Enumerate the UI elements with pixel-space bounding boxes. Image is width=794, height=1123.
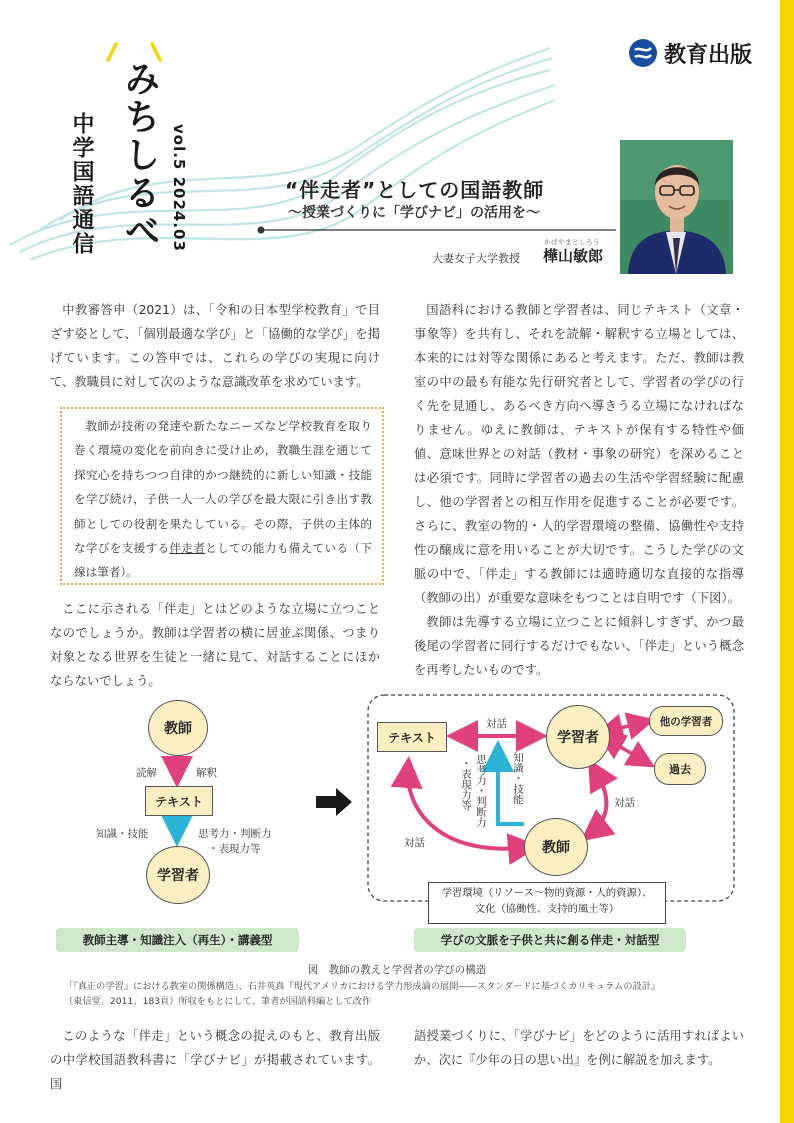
label-thinking: 思考力・判断力 [198, 828, 272, 840]
env-line-1: 学習環境（リソース〜物的資源・人的資源）、 [441, 887, 653, 899]
arrow-learner-past [612, 742, 646, 762]
author-photo [620, 140, 733, 274]
quote-main: 教師が技術の発達や新たなニーズなど学校教育を取り巻く環境の変化を前向きに受け止め，教職生涯を通じて探究心を持ちつつ自律的かつ継続的に新しい知識・技能を学び続け，子供一人一人の学びを最大限に引き出す教師としての役割を果たしている。その際，子供の主体的な学びを支援する [74, 419, 372, 556]
figure-title: 図 教師の教えと学習者の学びの構造 [307, 964, 487, 976]
node-past: 過去 [654, 753, 706, 785]
node-learner-left: 学習者 [146, 846, 210, 904]
left-para-1: 中教審答申（2021）は、「令和の日本型学校教育」で目ざす姿として、「個別最適な学び」と「協働的な学び」を掲げています。この答申では、これらの学びの実現に向けて、教職員に対して次のような意識改革を求めています。 [50, 303, 380, 389]
series-subtitle: 中学国語通信 [69, 112, 94, 256]
footer-right-text: 語授業づくりに、「学びナビ」をどのように活用すればよいか、次に『少年の日の思い出』を例に解説を加えます。 [414, 1029, 744, 1067]
left-para-2: ここに示される「伴走」とはどのような立場に立つことなのでしょうか。教師は学習者の横に居並ぶ関係、つまり対象となる世界を生徒と一緒に見て、対話することにほかならないでしょう。 [50, 602, 380, 688]
environment-box [428, 882, 666, 924]
label-knowledge: 知識・技能 [96, 828, 149, 840]
arrow-learner-teacher [590, 776, 606, 834]
env-line-2: 文化（協働性、支持的風土等） [474, 903, 620, 915]
arrow-learner-others [612, 722, 645, 730]
article-subtitle: 〜授業づくりに「学びナビ」の活用を〜 [288, 205, 540, 221]
node-text-right: テキスト [377, 722, 447, 752]
quote-text [74, 414, 372, 585]
node-other-learners: 他の学習者 [649, 706, 723, 736]
node-teacher-right: 教師 [524, 818, 588, 876]
right-para-2: 教師は先導する立場に立つことに傾斜しすぎず、かつ最後尾の学習者に同行するだけでもない、「伴走」という概念を再考したいものです。 [414, 615, 744, 677]
publisher-logo-icon [628, 38, 658, 68]
author-affiliation: 大妻女子大学教授 [432, 252, 520, 265]
footer-right [414, 1024, 744, 1072]
quote-box [60, 407, 384, 585]
label-dokkai: 読解 [136, 767, 157, 779]
node-teacher-left: 教師 [148, 700, 208, 756]
author-ruby: かばやまとしろう [544, 238, 600, 246]
quote-underline: 伴走者 [169, 541, 206, 556]
author-name: 樺山敏郎 [543, 247, 604, 265]
article-title: “伴走者”としての国語教師 [285, 178, 545, 202]
label-taiwa-left: 対話 [404, 837, 425, 849]
publisher-name: 教育出版 [664, 43, 753, 68]
label-expression: ・表現力等 [208, 843, 261, 855]
label-kaishaku: 解釈 [196, 767, 217, 779]
right-column [414, 298, 744, 682]
series-title: みちしるべ [119, 60, 160, 250]
node-learner-right: 学習者 [546, 705, 610, 769]
node-text-left: テキスト [145, 786, 213, 816]
left-column-2 [50, 597, 380, 693]
vert-knowledge: 知識・技能 [512, 752, 524, 805]
label-taiwa-right: 対話 [614, 797, 635, 809]
caption-right: 学びの文脈を子供と共に創る伴走・対話型 [414, 928, 686, 952]
footer-left [50, 1024, 380, 1096]
vert-expression: ・表現力等 [460, 758, 472, 811]
footer-left-text: このような「伴走」という概念の捉えのもと、教育出版の中学校国語教科書に「学びナビ」が掲載されています。国 [50, 1029, 380, 1091]
title-underline [256, 224, 618, 236]
right-para-1: 国語科における教師と学習者は、同じテキスト（文章・事象等）を共有し、それを読解・解釈する立場としては、本来的には対等な関係にあると考えます。ただ、教師は教室の中の最も有能な先行研究者として、学習者の学びの行く先を見通し、あるべき方向へ導きうる立場になければなりません。ゆえに教師は、テキストが保有する特性や価値、意味世界との対話（教材・事象の研究）を深めることは必須です。同時に学習者の過去の生活や学習経験に配慮し、他の学習者との相互作用を促進することが必要です。さらに、教室の物的・人的学習環境の整備、協働性や支持性の醸成に意を用いることが大切です。こうした学びの文脈の中で、「伴走」する教師には適時適切な直接的な指導（教師の出）が重要な意味をもつことは自明です（下図）。 [414, 303, 744, 605]
label-taiwa-top: 対話 [486, 718, 507, 730]
figure-source-2: （東信堂、2011、183頁）所収をもとにして、筆者が国語科編として改作 [64, 996, 372, 1007]
volume-date: vol.5 2024.03 [170, 124, 188, 252]
caption-left: 教師主導・知識注入（再生）・講義型 [56, 928, 299, 952]
figure-source-1: 「『真正の学習』における教室の関係構造」、石井英真『現代アメリカにおける学力形成論の展開――スタンダードに基づくカリキュラムの設計』 [64, 981, 661, 992]
quote-end: としての能力も備えている（下線は筆者）。 [74, 541, 372, 580]
side-accent-bar [780, 0, 794, 1123]
transition-arrow-icon [316, 788, 352, 816]
left-column [50, 298, 380, 394]
vert-thinking: 思考力・判断力 [475, 754, 487, 828]
